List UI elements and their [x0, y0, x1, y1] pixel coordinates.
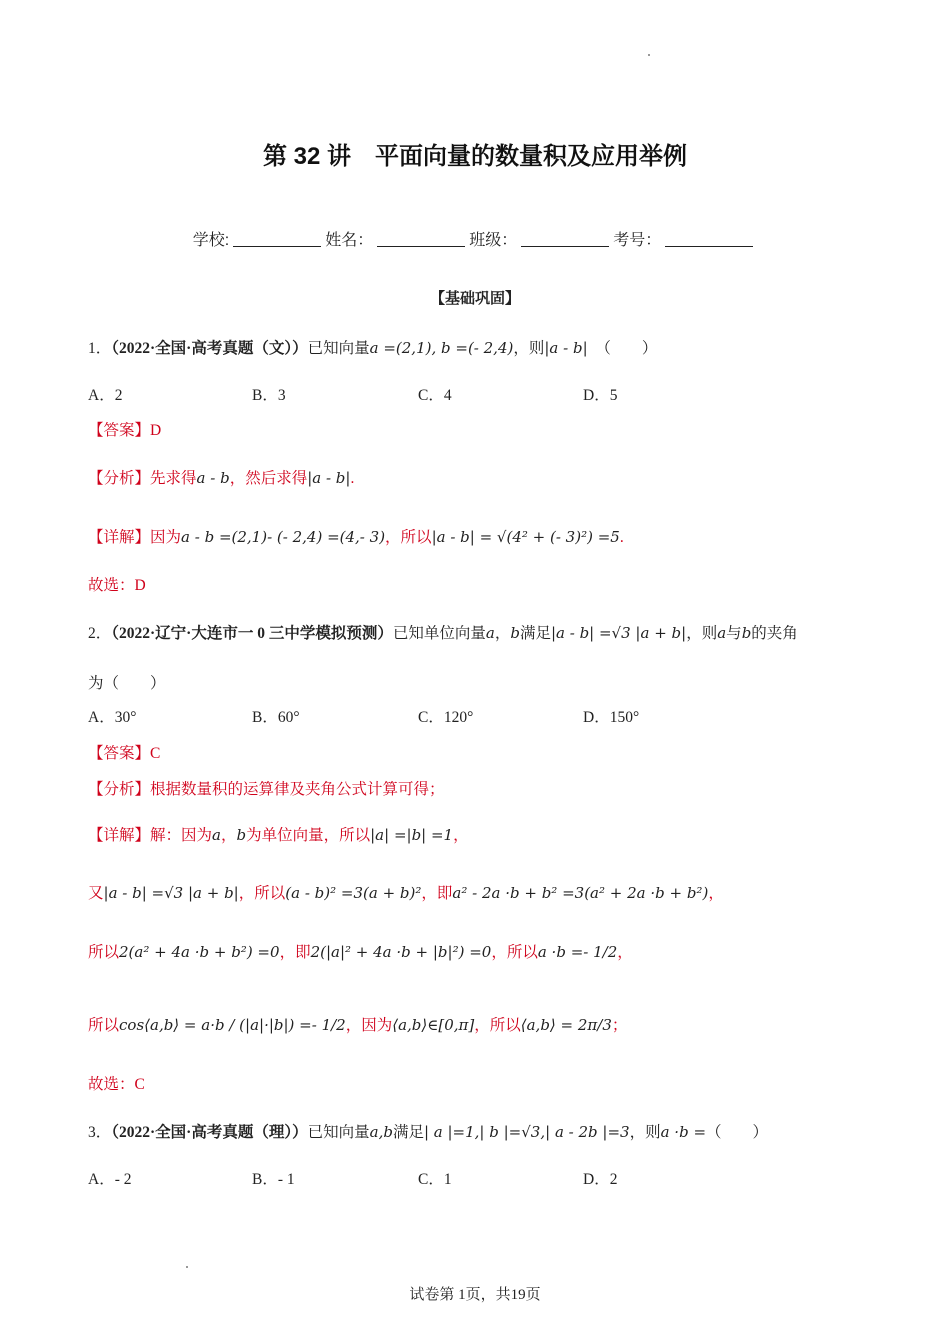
option-b: B．3: [252, 387, 286, 404]
name-blank[interactable]: [377, 246, 465, 247]
question-3-stem: [88, 1120, 768, 1142]
stem-text: ，则: [686, 625, 718, 642]
stray-dot: [186, 1266, 188, 1268]
analysis-text: .: [350, 470, 355, 487]
formula: b: [236, 826, 247, 844]
detail-text: .: [619, 529, 624, 546]
option-a: A．2: [88, 387, 123, 404]
detail-tag: 【详解】: [88, 827, 151, 844]
stem-text: 已知单位向量: [392, 625, 486, 642]
stem-text: 满足: [519, 625, 551, 642]
stem-text: ，: [494, 625, 511, 642]
answer-paren: （ ）: [603, 340, 658, 357]
detail-tag: 【详解】: [88, 529, 151, 546]
stem-text: ，则: [513, 340, 545, 357]
answer-value: C: [150, 745, 161, 762]
detail-text: ；: [611, 1017, 628, 1034]
option-b: B．- 1: [252, 1171, 295, 1188]
page-title: 第 32 讲 平面向量的数量积及应用举例: [262, 143, 688, 170]
option-a: A．- 2: [88, 1171, 132, 1188]
option-d: D．5: [583, 387, 618, 404]
formula: a² - 2a ·b + b² =3(a² + 2a ·b + b²): [452, 884, 709, 902]
formula: ⟨a,b⟩∈[0,π]: [392, 1016, 475, 1034]
detail-text: ，: [617, 944, 633, 961]
formula: a,b: [369, 1123, 393, 1141]
formula: a - b: [196, 469, 230, 487]
formula: 2(a² + 4a ·b + b²) =0: [119, 943, 280, 961]
school-label: 学校:: [192, 232, 230, 249]
formula: a: [717, 624, 727, 642]
formula: b: [510, 624, 520, 642]
option-d: D．2: [583, 1171, 618, 1188]
formula: |a - b|: [307, 469, 351, 487]
answer-paren: （ ）: [706, 1124, 769, 1141]
detail-text: 解：因为: [150, 827, 213, 844]
detail-text: ，即: [279, 944, 311, 961]
detail-text: ，: [453, 827, 469, 844]
class-blank[interactable]: [521, 246, 609, 247]
detail-text: ，所以: [491, 944, 538, 961]
question-source: （2022·全国·高考真题（文））: [111, 340, 308, 357]
question-number: 3．: [88, 1124, 112, 1141]
formula: a ·b =- 1/2: [537, 943, 618, 961]
formula: (a - b)² =3(a + b)²: [285, 884, 422, 902]
question-source: （2022·全国·高考真题（理））: [111, 1124, 308, 1141]
answer-tag: 【答案】: [88, 745, 151, 762]
option-a: A．30°: [88, 709, 137, 726]
analysis-text: ，然后求得: [229, 470, 308, 487]
formula: 2(|a|² + 4a ·b + |b|²) =0: [310, 943, 492, 961]
analysis-tag: 【分析】: [88, 781, 151, 798]
answer-line: [88, 741, 160, 763]
detail-line-3: [88, 940, 633, 962]
option-b: B．60°: [252, 709, 300, 726]
detail-text: ，: [708, 885, 724, 902]
detail-text: 因为: [150, 529, 182, 546]
formula: a - b =(2,1)- (- 2,4) =(4,- 3): [181, 528, 386, 546]
formula: cos⟨a,b⟩ = a·b / (|a|·|b|) =- 1/2: [119, 1016, 346, 1034]
detail-line-2: [88, 881, 724, 903]
stem-text: ，则: [629, 1124, 661, 1141]
detail-text: ，所以: [474, 1017, 521, 1034]
option-c: C．120°: [418, 709, 474, 726]
student-info-line: [0, 227, 950, 250]
analysis-text: 先求得: [150, 470, 197, 487]
page-footer: 试卷第 1页，共19页: [409, 1287, 541, 1303]
question-2-stem: [88, 621, 798, 643]
answer-line: [88, 418, 161, 440]
option-d: D．150°: [583, 709, 640, 726]
option-c: C．1: [418, 1171, 452, 1188]
class-label: 班级：: [469, 232, 518, 249]
formula: b: [741, 624, 752, 642]
formula: a: [485, 624, 495, 642]
formula: a ·b =: [660, 1123, 707, 1141]
detail-text: 所以: [88, 944, 120, 961]
question-2-stem-cont: 为（ ）: [88, 675, 166, 692]
formula: |a - b| = √(4² + (- 3)²) =5: [431, 528, 620, 546]
number-label: 考号：: [613, 232, 662, 249]
analysis-tag: 【分析】: [88, 470, 151, 487]
analysis-text: 根据数量积的运算律及夹角公式计算可得；: [150, 781, 445, 798]
stem-text: 满足: [392, 1124, 424, 1141]
formula: | a |=1,| b |=√3,| a - 2b |=3: [423, 1123, 630, 1141]
option-c: C．4: [418, 387, 452, 404]
number-blank[interactable]: [665, 246, 753, 247]
detail-text: 为单位向量，所以: [246, 827, 371, 844]
detail-text: ，所以: [238, 885, 286, 902]
choose-line: 故选：C: [88, 1076, 145, 1093]
stem-text: 已知向量: [307, 1124, 370, 1141]
answer-value: D: [150, 422, 162, 439]
name-label: 姓名：: [325, 232, 374, 249]
detail-text: 所以: [88, 1017, 120, 1034]
formula: |a - b| =√3 |a + b|: [103, 884, 239, 902]
detail-text: ，所以: [385, 529, 432, 546]
analysis-line: [88, 777, 445, 799]
detail-text: ，因为: [345, 1017, 393, 1034]
analysis-line: [88, 466, 354, 488]
question-number: 1．: [88, 340, 112, 357]
stem-text: 已知向量: [307, 340, 370, 357]
formula: |a - b|: [544, 339, 588, 357]
answer-tag: 【答案】: [88, 422, 151, 439]
detail-text: ，即: [421, 885, 453, 902]
detail-text: 又: [88, 885, 104, 902]
stray-dot: [648, 54, 650, 56]
formula: |a| =|b| =1: [370, 826, 454, 844]
detail-line-4: [88, 1013, 627, 1035]
school-blank[interactable]: [233, 246, 321, 247]
question-number: 2．: [88, 625, 112, 642]
question-source: （2022·辽宁·大连市一 0 三中学模拟预测）: [111, 625, 393, 642]
detail-line-1: [88, 823, 469, 845]
detail-line: [88, 525, 624, 547]
detail-text: ，: [220, 827, 237, 844]
formula: |a - b| =√3 |a + b|: [550, 624, 687, 642]
question-1-stem: [88, 336, 657, 358]
stem-text: 与: [726, 625, 742, 642]
stem-text: 的夹角: [751, 625, 798, 642]
formula: ⟨a,b⟩ = 2π/3: [520, 1016, 612, 1034]
choose-line: 故选：D: [88, 577, 146, 594]
section-heading: 【基础巩固】: [429, 290, 520, 307]
formula: a =(2,1), b =(- 2,4): [369, 339, 514, 357]
formula: a: [212, 826, 221, 844]
